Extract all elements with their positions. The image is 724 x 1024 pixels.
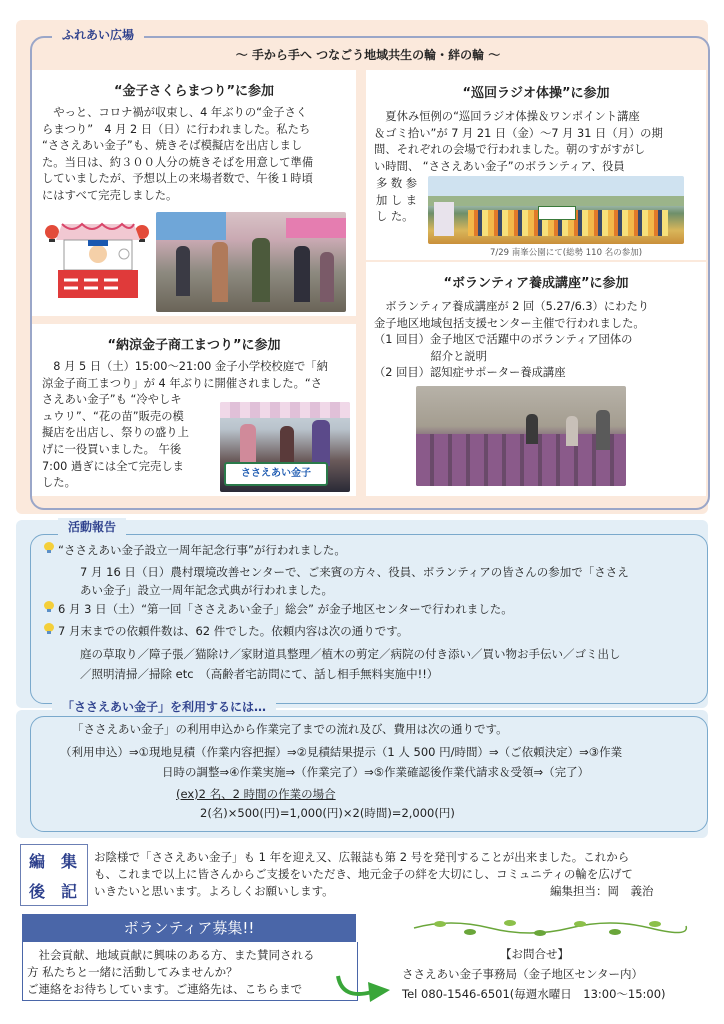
editorial-line: いきたいと思います。よろしくお願いします。 xyxy=(94,884,334,898)
noryo-line: した。 xyxy=(42,476,76,490)
usage-example-heading: (ex)2 名、2 時間の作業の場合 xyxy=(176,787,336,801)
activity-line: ／照明清掃／掃除 etc （高齢者宅訪問にて、話し相手無料実施中!!） xyxy=(80,667,439,681)
radio-exercise-group-photo xyxy=(428,176,684,244)
radio-title: “巡回ラジオ体操”に参加 xyxy=(462,86,610,101)
editorial-line: お陰様で「ささえあい金子」も 1 年を迎え又、広報誌も第 2 号を発刊することが出来ました。これから xyxy=(94,850,630,864)
noryo-line: 涼金子商工まつり」が 4 年ぶりに開催されました。“さ xyxy=(42,376,323,390)
radio-photo-caption: 7/29 南峯公園にて(総勢 110 名の参加) xyxy=(489,248,643,258)
recruit-text xyxy=(27,947,349,998)
volunteer-course-line: （2 回目）認知症サポーター養成講座 xyxy=(374,366,566,380)
radio-side-line: し た。 xyxy=(376,210,414,224)
sakura-line: やっと、コロナ禍が収束し、4 年ぶりの“金子さく xyxy=(42,106,308,119)
volunteer-course-line: （1 回目）金子地区で活躍中のボランティア団体の xyxy=(374,333,633,347)
vine-decoration-icon xyxy=(410,916,690,940)
activity-line: 庭の草取り／障子張／猫除け／家財道具整理／植木の剪定／病院の付き添い／買い物お手伝い／ゴミ出し xyxy=(80,647,621,661)
recruit-line: 方 私たちと一緒に活動してみませんか？ xyxy=(27,965,238,979)
lightbulb-icon xyxy=(44,601,54,613)
sakura-text xyxy=(42,105,346,205)
noryo-line: 7:00 過ぎには全て完売しま xyxy=(42,459,184,473)
contact-heading: 【お問合せ】 xyxy=(500,947,569,961)
editorial-char: 後 xyxy=(29,882,46,901)
noryo-line: げに一役買いました。 午後 xyxy=(42,442,182,456)
sasaeai-banner: ささえあい金子 xyxy=(224,462,328,486)
usage-flow-line: （利用申込）⇒①現地見積（作業内容把握）⇒②見積結果提示（1 人 500 円/時間）⇒（ご依頼決定）⇒③作業 xyxy=(60,745,623,759)
radio-line: い時間、 “ささえあい金子”のボランティア、役員 xyxy=(374,159,625,173)
radio-text xyxy=(374,109,698,175)
radio-line: ＆ゴミ拾い”が 7 月 21 日（金）～7 月 31 日（月）の期 xyxy=(374,126,663,140)
noryo-title: “納涼金子商工まつり”に参加 xyxy=(107,338,281,353)
editor-credit: 編集担当：岡 義治 xyxy=(550,884,654,898)
radio-line: 夏休み恒例の“巡回ラジオ体操＆ワンポイント講座 xyxy=(374,110,640,123)
recruit-banner: ボランティア募集!! xyxy=(22,914,356,942)
volunteer-course-line: 金子地区地域包括支援センター主催で行われました。 xyxy=(374,316,645,330)
fureai-subtitle: ～ 手から手へ つなごう地域共生の輪・絆の輪 ～ xyxy=(235,48,501,62)
editorial-char: 記 xyxy=(61,882,78,901)
recruit-box xyxy=(22,942,358,1001)
activity-line: あい金子」設立一周年記念式典が行われました。 xyxy=(80,583,333,597)
activity-label: 活動報告 xyxy=(58,518,126,535)
sakura-line: していましたが、予想以上の来場者数で、午後１時頃 xyxy=(42,172,313,186)
green-arrow-icon xyxy=(334,966,398,1006)
lightbulb-icon xyxy=(44,623,54,635)
usage-example-calc: 2(名)×500(円)=1,000(円)×2(時間)=2,000(円) xyxy=(200,806,455,820)
usage-label: 「ささえあい金子」を利用するには… xyxy=(52,698,276,715)
radio-side-line: 多 数 参 xyxy=(376,177,418,190)
volunteer-course-line: ボランティア養成講座が 2 回（5.27/6.3）にわたり xyxy=(374,300,650,313)
radio-side-line: 加 し ま xyxy=(376,193,418,207)
sakura-line: らまつり” 4 月 2 日（日）に行われました。私たち xyxy=(42,122,311,136)
radio-line: 間、それぞれの会場で行われました。朝のすがすがし xyxy=(374,143,646,157)
sakura-line: にはすべて完売しました。 xyxy=(42,188,178,202)
festival-stall-illustration xyxy=(42,210,154,302)
fureai-label: ふれあい広場 xyxy=(52,26,144,43)
volunteer-course-panel xyxy=(366,262,706,496)
noryo-booth-photo xyxy=(220,402,350,492)
activity-item-3: 7 月末までの依頼件数は、62 件でした。依頼内容は次の通りです。 xyxy=(44,622,408,641)
volunteer-course-text xyxy=(374,299,700,382)
activity-item-1: “ささえあい金子設立一周年記念行事”が行われました。 xyxy=(44,541,346,560)
activity-line: 7 月 16 日（日）農村環境改善センターで、ご来賓の方々、役員、ボランティアの皆さんの参加で「ささえ xyxy=(80,565,629,579)
radio-side-text xyxy=(376,176,426,226)
volunteer-course-line: 紹介と説明 xyxy=(374,349,487,363)
sakura-line: た。当日は、約３００人分の焼きそばを用意して準備 xyxy=(42,155,314,169)
activity-item-2: 6 月 3 日（土）“第一回「ささえあい金子」総会” が金子地区センターで行われました。 xyxy=(44,600,513,619)
sakura-title: “金子さくらまつり”に参加 xyxy=(113,84,275,99)
sakura-festival-photo xyxy=(156,212,346,312)
noryo-line: 8 月 5 日（土）15:00～21:00 金子小学校校庭で「納 xyxy=(42,360,328,373)
noryo-line: さえあい金子”も “冷やしキ xyxy=(42,393,182,407)
editorial-heading-box xyxy=(20,844,88,906)
sakura-line: “ささえあい金子”も、焼きそば模擬店を出店しまし xyxy=(42,139,303,153)
volunteer-course-hall-photo xyxy=(416,386,626,486)
lightbulb-icon xyxy=(44,542,54,554)
sakura-panel xyxy=(32,70,356,316)
volunteer-course-title: “ボランティア養成講座”に参加 xyxy=(443,276,629,291)
editorial-char: 編 xyxy=(29,852,46,871)
editorial-char: 集 xyxy=(61,852,78,871)
contact-tel: Tel 080-1546-6501(毎週水曜日 13:00～15:00) xyxy=(402,987,666,1001)
editorial-line: も、これまで以上に皆さんからご支援をいただき、地元金子の絆を大切にし、コミュニティの輪を広げて xyxy=(94,867,633,881)
noryo-line: ュウリ”、“花の苗”販売の模 xyxy=(42,409,184,423)
noryo-panel xyxy=(32,324,356,496)
recruit-line: 社会貢献、地域貢献に興味のある方、また賛同される xyxy=(27,948,315,962)
noryo-line: 擬店を出店し、祭りの盛り上 xyxy=(42,426,189,440)
contact-org: ささえあい金子事務局（金子地区センター内） xyxy=(402,967,644,981)
usage-flow-line: 日時の調整⇒④作業実施⇒（作業完了）⇒⑤作業確認後作業代請求＆受領⇒（完了） xyxy=(162,765,590,779)
radio-panel xyxy=(366,70,706,260)
usage-intro: 「ささえあい金子」の利用申込から作業完了までの流れ及び、費用は次の通りです。 xyxy=(72,722,508,736)
recruit-line: ご連絡をお待ちしています。ご連絡先は、こちらまで xyxy=(27,982,303,996)
